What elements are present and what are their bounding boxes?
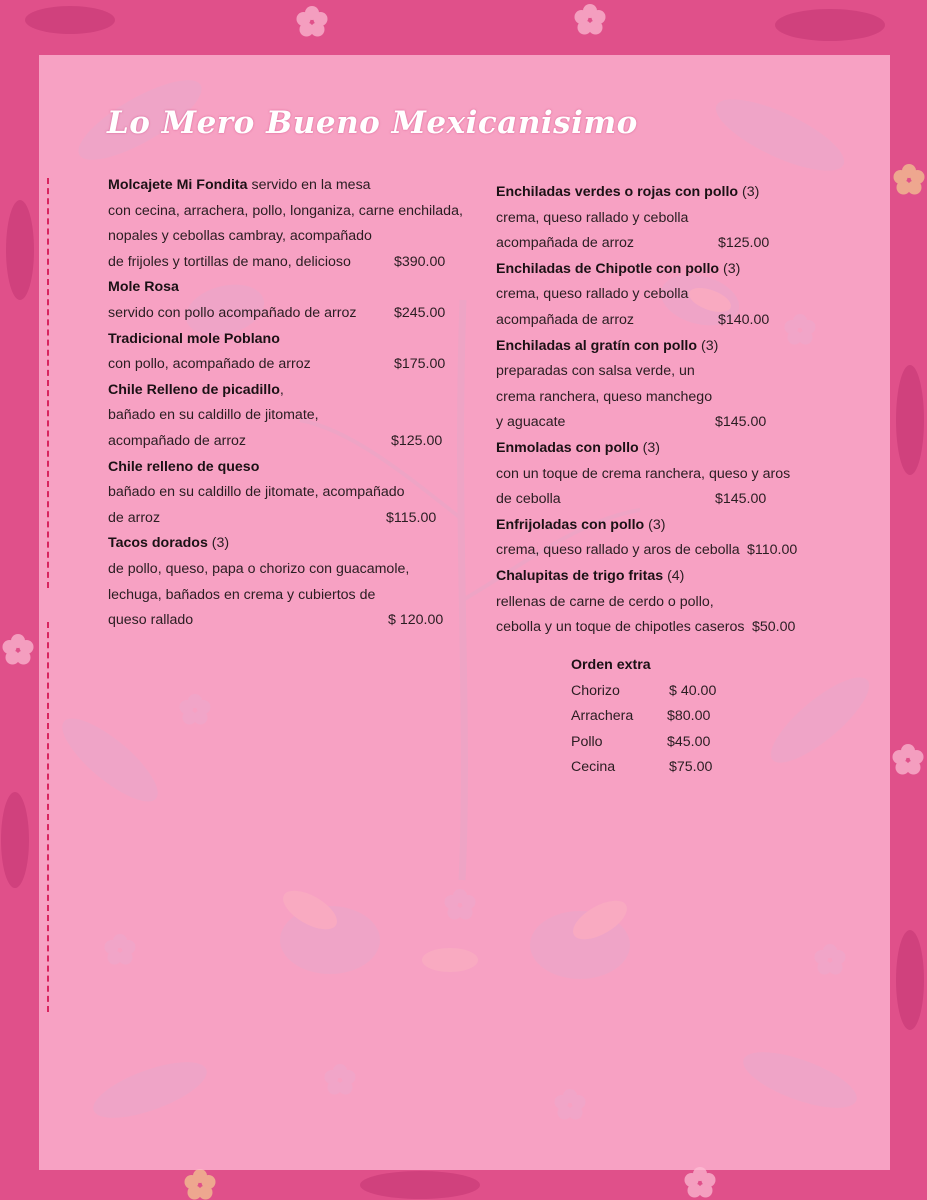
menu-item-chile-queso <box>108 455 453 532</box>
menu-item-enchiladas-gratin <box>496 334 806 436</box>
item-line <box>108 557 453 583</box>
item-line <box>496 206 806 232</box>
item-line <box>108 327 453 353</box>
item-desc: de arroz <box>108 509 161 526</box>
item-desc: preparadas con salsa verde, un <box>496 363 695 380</box>
item-price: $145.00 <box>715 491 767 508</box>
item-name: Enmoladas con pollo <box>496 439 639 456</box>
item-desc: acompañada de arroz <box>496 311 635 328</box>
menu-column-left <box>108 173 463 634</box>
item-desc: (4) <box>663 567 685 584</box>
item-desc: bañado en su caldillo de jitomate, <box>108 407 319 424</box>
item-desc: rellenas de carne de cerdo o pollo, <box>496 593 714 610</box>
item-line <box>496 334 806 360</box>
item-line <box>496 487 806 513</box>
stitch-decoration-bottom <box>47 622 49 1012</box>
item-line <box>108 480 453 506</box>
item-line <box>496 538 806 564</box>
extra-item-name: Arrachera <box>571 708 634 725</box>
item-price: $50.00 <box>752 619 796 636</box>
menu-item-mole-poblano <box>108 327 453 378</box>
item-line <box>108 455 453 481</box>
item-price: $245.00 <box>394 304 446 321</box>
stitch-decoration-top <box>47 178 49 588</box>
item-line <box>496 436 806 462</box>
extra-order-heading: Orden extra <box>571 657 651 673</box>
item-name: Enchiladas de Chipotle con pollo <box>496 260 720 277</box>
menu-item-tacos-dorados <box>108 531 453 633</box>
item-desc: de cebolla <box>496 491 561 508</box>
menu-item-molcajete <box>108 173 463 275</box>
menu-item-chile-picadillo <box>108 378 453 455</box>
item-desc: (3) <box>207 535 230 552</box>
item-line <box>108 250 453 276</box>
item-line <box>496 513 806 539</box>
extra-item <box>571 704 751 730</box>
item-line <box>496 385 806 411</box>
extra-item-price: $45.00 <box>667 733 711 750</box>
extra-item <box>571 755 751 781</box>
item-desc: y aguacate <box>496 414 566 431</box>
item-price: $140.00 <box>718 311 770 328</box>
item-name: Enchiladas verdes o rojas con pollo <box>496 184 739 200</box>
menu-item-chalupitas <box>496 564 806 641</box>
item-line <box>108 352 453 378</box>
item-desc: queso rallado <box>108 612 194 629</box>
item-price: $175.00 <box>394 356 446 373</box>
item-desc: servido con pollo acompañado de arroz <box>108 304 357 321</box>
item-name: Enfrijoladas con pollo <box>496 516 645 533</box>
item-line <box>496 590 806 616</box>
item-line <box>496 282 806 308</box>
item-desc: acompañado de arroz <box>108 432 247 449</box>
menu-item-enmoladas <box>496 436 806 513</box>
item-price: $110.00 <box>747 542 798 559</box>
extra-item-name: Pollo <box>571 733 603 750</box>
item-desc: con un toque de crema ranchera, queso y aros <box>496 465 791 482</box>
item-name: Molcajete Mi Fondita <box>108 177 248 193</box>
menu-item-mole-rosa <box>108 275 453 326</box>
item-line <box>108 275 453 301</box>
item-price: $125.00 <box>391 432 443 449</box>
item-desc: crema, queso rallado y cebolla <box>496 209 689 226</box>
item-line <box>108 583 453 609</box>
item-line <box>496 231 806 257</box>
item-desc: (3) <box>719 260 741 277</box>
item-desc: , <box>279 381 284 398</box>
item-name: Enchiladas al gratín con pollo <box>496 337 698 354</box>
item-name: Mole Rosa <box>108 279 179 296</box>
item-desc: servido en la mesa <box>247 177 371 193</box>
item-desc: crema ranchera, queso manchego <box>496 388 713 405</box>
extra-item <box>571 679 751 705</box>
extra-item-name: Chorizo <box>571 682 620 699</box>
extra-item-price: $ 40.00 <box>669 682 717 699</box>
item-line <box>496 257 806 283</box>
item-line <box>108 301 453 327</box>
item-price: $125.00 <box>718 235 770 252</box>
item-line <box>496 308 806 334</box>
menu-title: Lo Mero Bueno Mexicanisimo <box>107 105 638 141</box>
item-desc: crema, queso rallado y aros de cebolla <box>496 542 740 559</box>
item-name: Tradicional mole Poblano <box>108 330 280 347</box>
item-desc: cebolla y un toque de chipotles caseros <box>496 619 745 636</box>
item-line <box>108 403 453 429</box>
item-line <box>108 531 453 557</box>
menu-item-enchiladas-chipotle <box>496 257 806 334</box>
item-line <box>108 608 453 634</box>
item-line <box>108 173 453 199</box>
item-desc: bañado en su caldillo de jitomate, acompañado <box>108 484 405 501</box>
item-line <box>496 410 806 436</box>
extra-order-section <box>571 653 751 781</box>
item-desc: crema, queso rallado y cebolla <box>496 286 689 303</box>
item-price: $145.00 <box>715 414 767 431</box>
item-line <box>496 180 806 206</box>
item-line <box>496 359 806 385</box>
menu-item-enfrijoladas <box>496 513 806 564</box>
extra-item-name: Cecina <box>571 759 616 776</box>
menu-item-enchiladas-verdes <box>496 180 806 257</box>
item-desc: lechuga, bañados en crema y cubiertos de <box>108 586 376 603</box>
item-name: Chile relleno de queso <box>108 458 260 475</box>
item-desc: (3) <box>738 184 760 200</box>
item-desc: con cecina, arrachera, pollo, longaniza, carne enchilada, <box>108 202 463 219</box>
item-line <box>496 462 806 488</box>
item-desc: de frijoles y tortillas de mano, delicioso <box>108 253 351 270</box>
extra-item-price: $80.00 <box>667 708 711 725</box>
item-desc: con pollo, acompañado de arroz <box>108 356 311 373</box>
item-price: $390.00 <box>394 253 446 270</box>
item-line <box>496 564 806 590</box>
item-price: $115.00 <box>386 509 437 526</box>
item-desc: nopales y cebollas cambray, acompañado <box>108 228 372 245</box>
item-desc: (3) <box>638 439 660 456</box>
item-price: $ 120.00 <box>388 612 444 629</box>
item-desc: (3) <box>644 516 666 533</box>
extra-item <box>571 730 751 756</box>
item-line <box>108 506 453 532</box>
item-line <box>108 378 453 404</box>
item-line <box>108 199 463 225</box>
item-name: Tacos dorados <box>108 535 208 552</box>
item-line <box>496 615 806 641</box>
item-line <box>108 224 453 250</box>
item-desc: (3) <box>697 337 719 354</box>
item-desc: de pollo, queso, papa o chorizo con guacamole, <box>108 560 410 577</box>
item-name: Chalupitas de trigo fritas <box>496 567 664 584</box>
item-name: Chile Relleno de picadillo <box>108 381 280 398</box>
item-desc: acompañada de arroz <box>496 235 635 252</box>
menu-column-right <box>496 180 806 641</box>
item-line <box>108 429 453 455</box>
extra-item-price: $75.00 <box>669 759 713 776</box>
